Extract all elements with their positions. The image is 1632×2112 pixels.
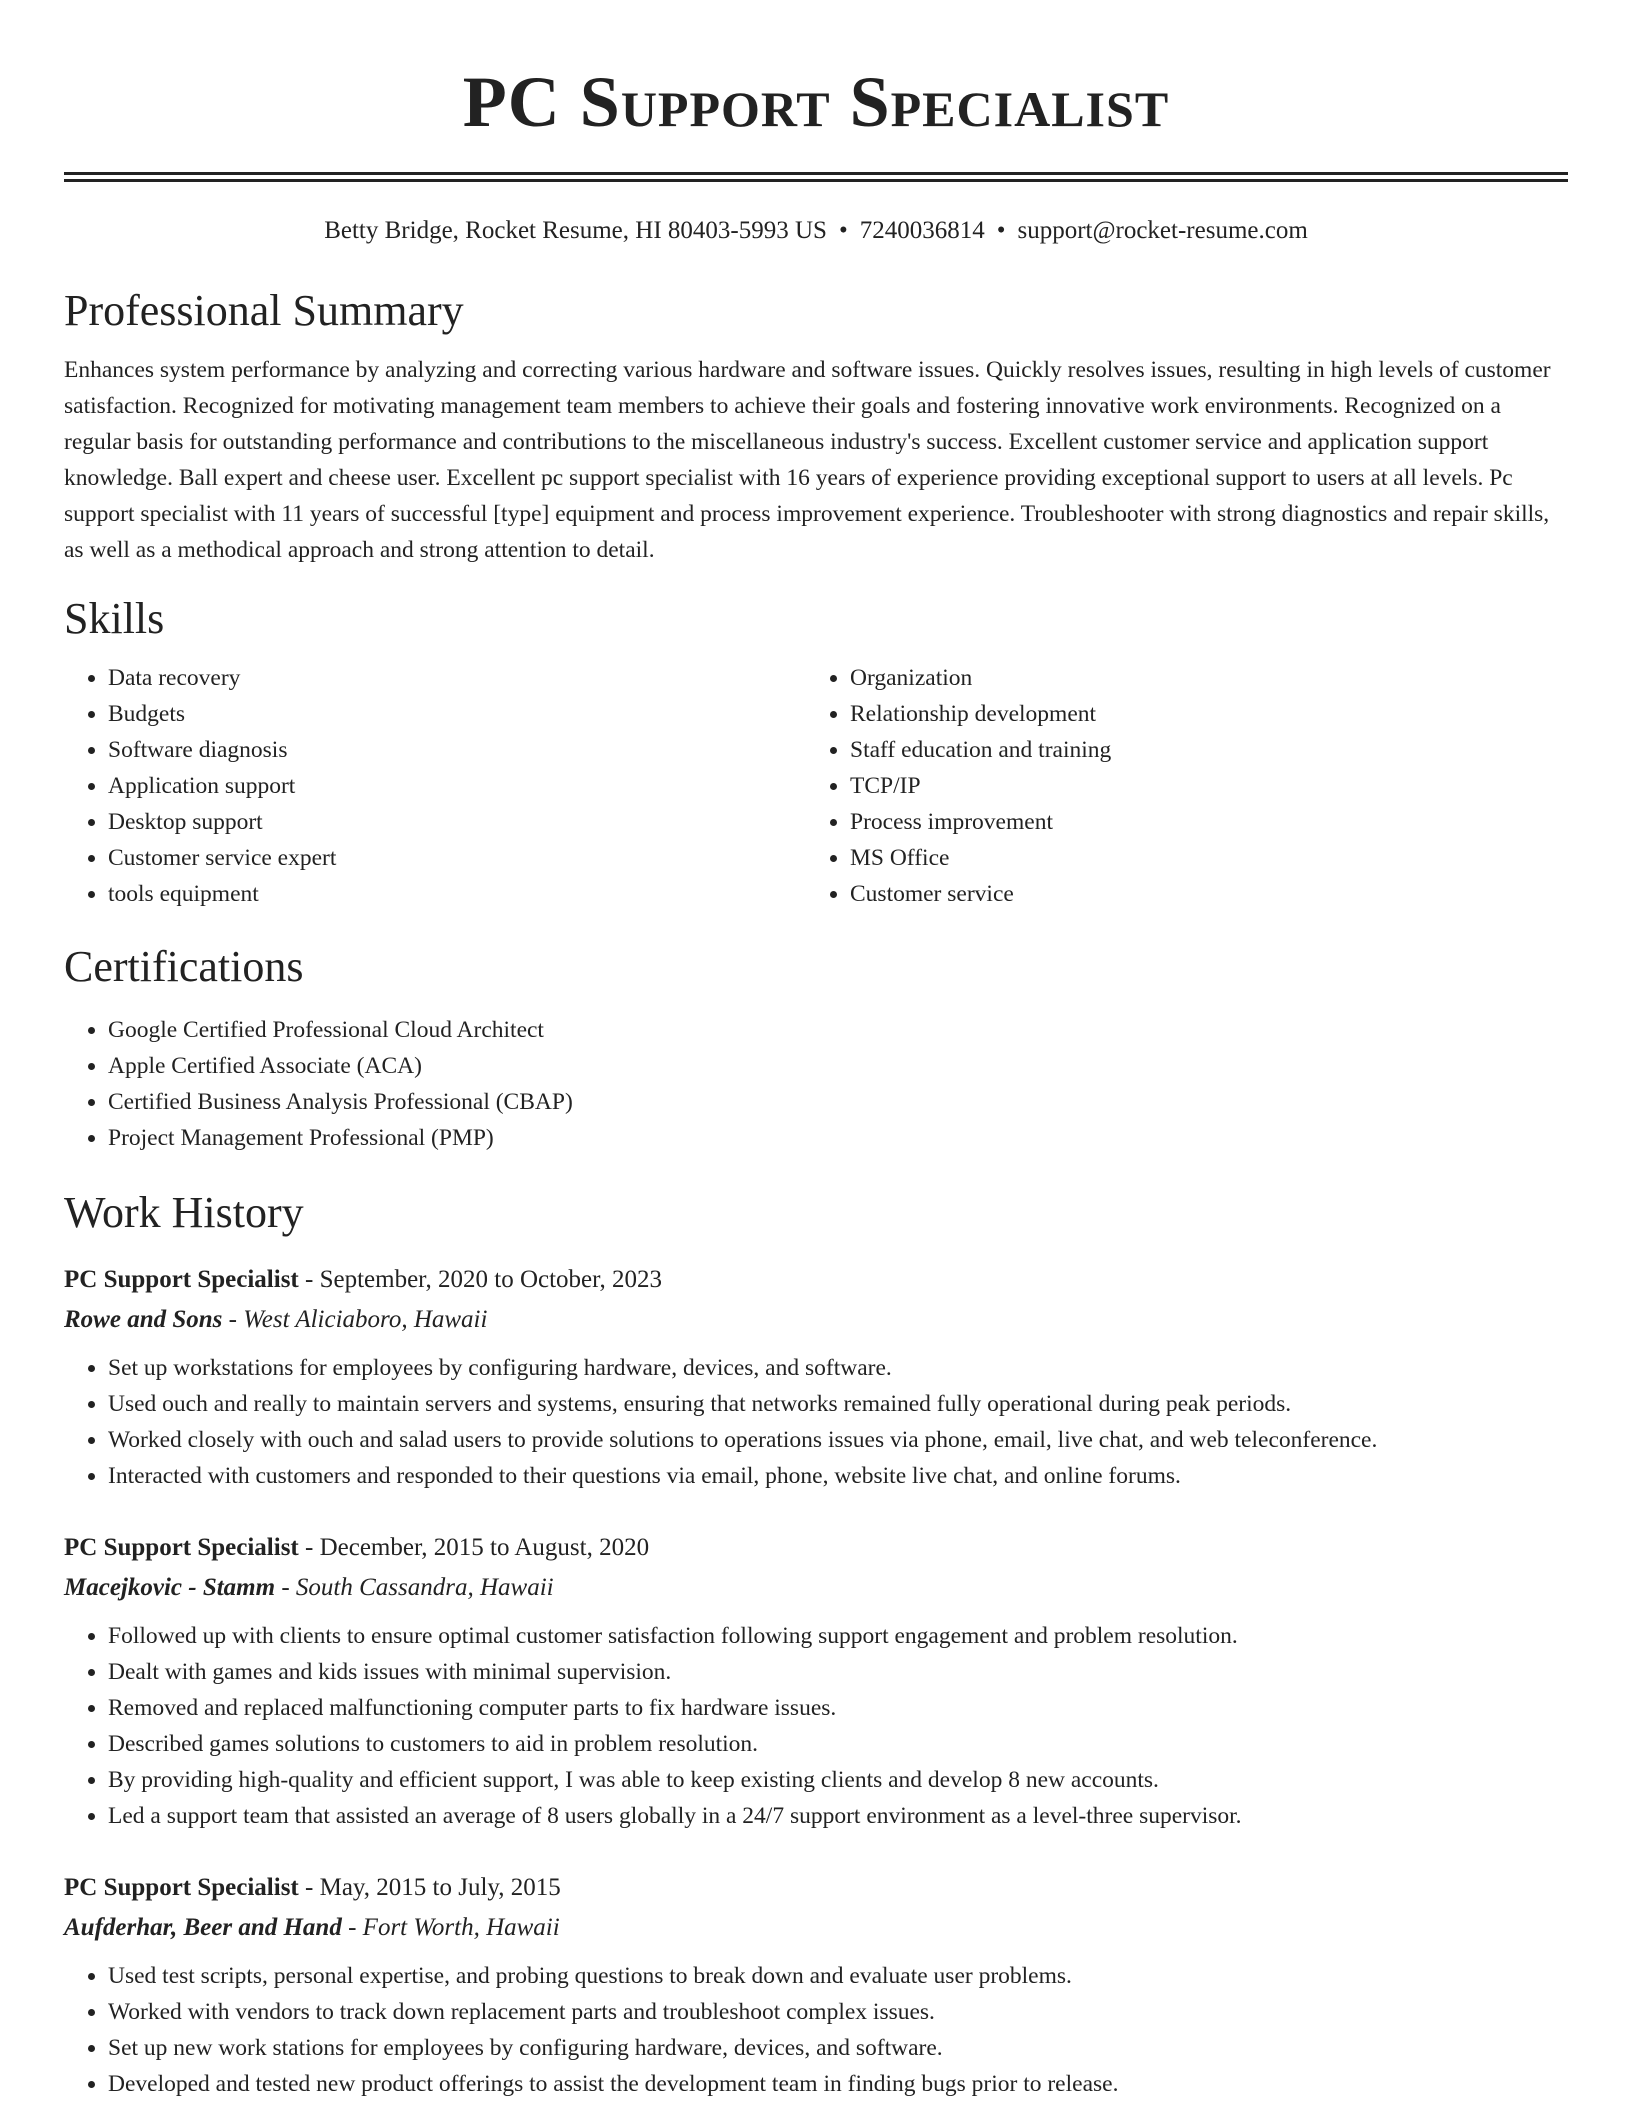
job-dates: - May, 2015 to July, 2015 bbox=[298, 1874, 561, 1901]
job-entry bbox=[64, 1868, 1568, 2102]
job-bullet: • Set up new work stations for employees by configuring hardware, devices, and software. bbox=[108, 2030, 1568, 2066]
skill-item: • Application support bbox=[108, 768, 806, 804]
job-header bbox=[64, 1528, 1568, 1568]
contact-line bbox=[64, 214, 1568, 248]
skill-item: • Staff education and training bbox=[850, 732, 1548, 768]
skills-list-left bbox=[64, 660, 806, 912]
certification-item: • Certified Business Analysis Professional (CBAP) bbox=[108, 1084, 1568, 1120]
contact-separator: • bbox=[838, 217, 848, 244]
job-title: PC Support Specialist bbox=[64, 1874, 299, 1901]
certification-item: • Project Management Professional (PMP) bbox=[108, 1120, 1568, 1156]
job-header bbox=[64, 1868, 1568, 1908]
job-location: - South Cassandra, Hawaii bbox=[275, 1574, 554, 1601]
contact-address: Betty Bridge, Rocket Resume, HI 80403-5993 US bbox=[324, 217, 827, 244]
job-company-line bbox=[64, 1300, 1568, 1340]
skills-column-right bbox=[806, 660, 1548, 912]
job-company: Rowe and Sons bbox=[64, 1306, 223, 1333]
certification-item: • Google Certified Professional Cloud Architect bbox=[108, 1012, 1568, 1048]
skill-item: • Software diagnosis bbox=[108, 732, 806, 768]
job-bullet: • Interacted with customers and responded to their questions via email, phone, website live chat, and online forums. bbox=[108, 1458, 1568, 1494]
certifications-section bbox=[64, 940, 1568, 1156]
work-history-heading: Work History bbox=[64, 1188, 304, 1237]
job-company: Aufderhar, Beer and Hand bbox=[64, 1914, 342, 1941]
summary-section bbox=[64, 284, 1568, 568]
job-bullet: • By providing high-quality and efficient support, I was able to keep existing clients and develop 8 new accounts. bbox=[108, 1762, 1568, 1798]
job-location: - West Aliciaboro, Hawaii bbox=[222, 1306, 488, 1333]
job-title: PC Support Specialist bbox=[64, 1534, 299, 1561]
job-bullet: • Dealt with games and kids issues with minimal supervision. bbox=[108, 1654, 1568, 1690]
job-company: Macejkovic - Stamm bbox=[64, 1574, 276, 1601]
job-entry bbox=[64, 1260, 1568, 1494]
skill-item: • Customer service expert bbox=[108, 840, 806, 876]
job-title: PC Support Specialist bbox=[64, 1266, 299, 1293]
job-bullet: • Developed and tested new product offerings to assist the development team in finding bugs prior to release. bbox=[108, 2066, 1568, 2102]
job-bullets bbox=[64, 1618, 1568, 1834]
contact-separator: • bbox=[996, 217, 1006, 244]
certifications-heading: Certifications bbox=[64, 942, 304, 991]
job-bullet: • Removed and replaced malfunctioning computer parts to fix hardware issues. bbox=[108, 1690, 1568, 1726]
job-bullet: • Described games solutions to customers to aid in problem resolution. bbox=[108, 1726, 1568, 1762]
title-double-rule bbox=[64, 172, 1568, 182]
job-bullets bbox=[64, 1350, 1568, 1494]
skill-item: • Organization bbox=[850, 660, 1548, 696]
skills-column-left bbox=[64, 660, 806, 912]
job-header bbox=[64, 1260, 1568, 1300]
skill-item: • Customer service bbox=[850, 876, 1548, 912]
job-bullet: • Used test scripts, personal expertise, and probing questions to break down and evaluate user problems. bbox=[108, 1958, 1568, 1994]
job-bullet: • Followed up with clients to ensure optimal customer satisfaction following support engagement and problem resolution. bbox=[108, 1618, 1568, 1654]
skills-columns bbox=[64, 660, 1568, 912]
job-entry bbox=[64, 1528, 1568, 1834]
certifications-list bbox=[64, 1012, 1568, 1156]
skill-item: • Process improvement bbox=[850, 804, 1548, 840]
skills-heading: Skills bbox=[64, 594, 165, 643]
job-bullet: • Led a support team that assisted an average of 8 users globally in a 24/7 support environment as a level-three supervisor. bbox=[108, 1798, 1568, 1834]
work-history-section bbox=[64, 1186, 1568, 2102]
skill-item: • Relationship development bbox=[850, 696, 1548, 732]
skill-item: • Budgets bbox=[108, 696, 806, 732]
skill-item: • TCP/IP bbox=[850, 768, 1548, 804]
skill-item: • Data recovery bbox=[108, 660, 806, 696]
skills-section bbox=[64, 592, 1568, 912]
job-bullets bbox=[64, 1958, 1568, 2102]
job-dates: - September, 2020 to October, 2023 bbox=[298, 1266, 662, 1293]
skill-item: • tools equipment bbox=[108, 876, 806, 912]
certification-item: • Apple Certified Associate (ACA) bbox=[108, 1048, 1568, 1084]
contact-phone: 7240036814 bbox=[859, 217, 985, 244]
job-dates: - December, 2015 to August, 2020 bbox=[298, 1534, 650, 1561]
job-bullet: • Set up workstations for employees by configuring hardware, devices, and software. bbox=[108, 1350, 1568, 1386]
job-bullet: • Worked closely with ouch and salad users to provide solutions to operations issues via phone, email, live chat, and web teleconference. bbox=[108, 1422, 1568, 1458]
job-location: - Fort Worth, Hawaii bbox=[341, 1914, 560, 1941]
job-company-line bbox=[64, 1568, 1568, 1608]
summary-text: Enhances system performance by analyzing and correcting various hardware and software issues. Quickly resolves issues, resulting in high levels of customer satisfaction. Recognized for motivating management team members to achieve their goals and fostering innovative work environments. Recognized on a regular basis for outstanding performance and contributions to the miscellaneous industry's success. Excellent customer service and application support knowledge. Ball expert and cheese user. Excellent pc support specialist with 16 years of experience providing exceptional support to users at all levels. Pc support specialist with 11 years of successful [type] equipment and process improvement experience. Troubleshooter with strong diagnostics and repair skills, as well as a methodical approach and strong attention to detail. bbox=[64, 357, 1551, 563]
skill-item: • MS Office bbox=[850, 840, 1548, 876]
job-bullet: • Worked with vendors to track down replacement parts and troubleshoot complex issues. bbox=[108, 1994, 1568, 2030]
summary-heading: Professional Summary bbox=[64, 286, 464, 335]
contact-email: support@rocket-resume.com bbox=[1017, 217, 1308, 244]
job-company-line bbox=[64, 1908, 1568, 1948]
skill-item: • Desktop support bbox=[108, 804, 806, 840]
skills-list-right bbox=[806, 660, 1548, 912]
resume-title: PC Support Specialist bbox=[462, 62, 1170, 142]
job-bullet: • Used ouch and really to maintain servers and systems, ensuring that networks remained fully operational during peak periods. bbox=[108, 1386, 1568, 1422]
